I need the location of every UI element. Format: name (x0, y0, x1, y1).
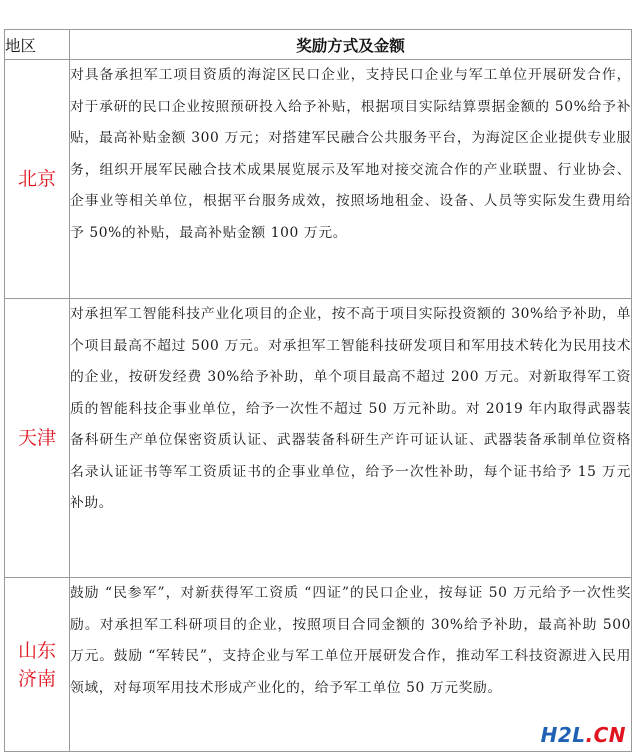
region-cell-tianjin: 天津 (5, 299, 70, 578)
detail-cell-beijing: 对具备承担军工项目资质的海淀区民口企业，支持民口企业与军工单位开展研发合作，对于承研的民口企业按照预研投入给予补贴，根据项目实际结算票据金额的 50%给予补贴，最高补贴金额 300 万元；对搭建军民融合公共服务平台，为海淀区企业提供专业服务，组织开展军民融合技术成果展览展示及军地对接交流合作的产业联盟、行业协会、企事业等相关单位，根据平台服务成效，按照场地租金、设备、人员等实际发生费用给予 50%的补贴，最高补贴金额 100 万元。 (70, 60, 632, 299)
table-row (5, 60, 632, 299)
watermark-text-h2l: H2L (540, 723, 586, 747)
reward-policy-table (4, 29, 632, 752)
table-header-row (5, 30, 632, 60)
region-cell-shandong-jinan (5, 578, 70, 752)
table-row (5, 299, 632, 578)
region-label-jinan: 济南 (17, 667, 56, 690)
detail-column-header: 奖励方式及金额 (70, 30, 632, 60)
region-label-shandong: 山东 (17, 639, 56, 662)
region-cell-beijing: 北京 (5, 60, 70, 299)
watermark-text-cn: .CN (585, 723, 626, 747)
watermark-logo (541, 723, 626, 747)
region-column-header: 地区 (5, 30, 70, 60)
table-row (5, 578, 632, 752)
detail-cell-tianjin: 对承担军工智能科技产业化项目的企业，按不高于项目实际投资额的 30%给予补助，单个项目最高不超过 500 万元。对承担军工智能科技研发项目和军用技术转化为民用技术的企业，按研发经费 30%给予补助，单个项目最高不超过 200 万元。对新取得军工资质的智能科技企事业单位，给予一次性不超过 50 万元补助。对 2019 年内取得武器装备科研生产单位保密资质认证、武器装备科研生产许可证认证、武器装备承制单位资格名录认证证书等军工资质证书的企事业单位，给予一次性补助，每个证书给予 15 万元补助。 (70, 299, 632, 578)
detail-cell-shandong-jinan: 鼓励 “民参军”，对新获得军工资质 “四证”的民口企业，按每证 50 万元给予一次性奖励。对承担军工科研项目的企业，按照项目合同金额的 30%给予补助，最高补助 500 万元。鼓励 “军转民”，支持企业与军工单位开展研发合作，推动军工科技资源进入民用领域，对每项军用技术形成产业化的，给予军工单位 50 万元奖励。 (70, 578, 632, 752)
